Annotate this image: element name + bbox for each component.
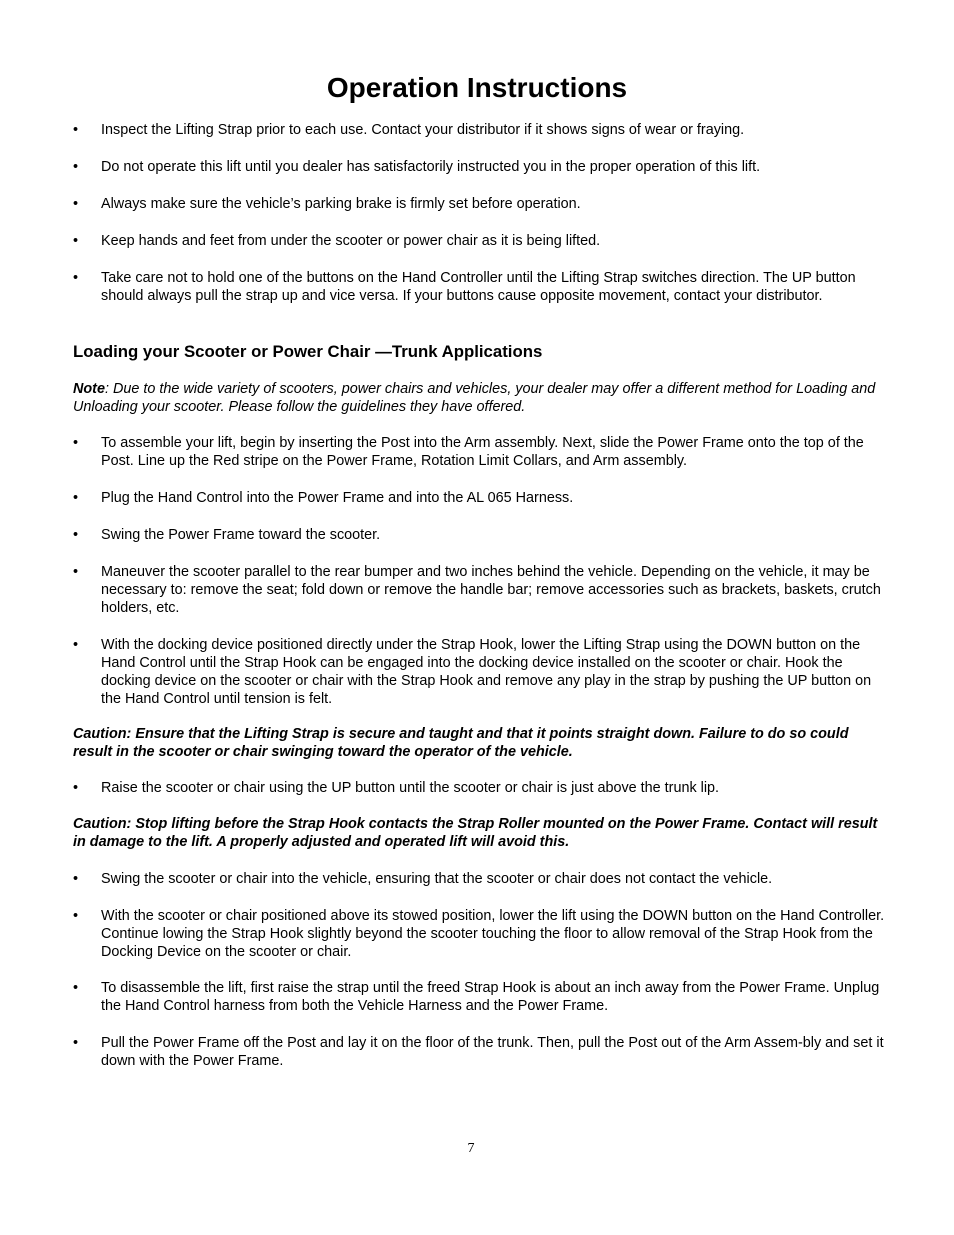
list-item-text: Raise the scooter or chair using the UP button until the scooter or chair is just above the trunk lip.: [101, 780, 720, 796]
section-heading: Loading your Scooter or Power Chair —Trunk Applications: [73, 342, 543, 361]
list-item-text: Swing the Power Frame toward the scooter.: [101, 527, 381, 543]
list-item-text: Take care not to hold one of the buttons on the Hand Controller until the Lifting Strap switches direction. The UP button should always pull the strap up and vice versa. If your buttons cause opposite movement, contact your distributor.: [101, 270, 856, 304]
list-item-text: Always make sure the vehicle’s parking brake is firmly set before operation.: [101, 196, 581, 212]
bullet-marker: •: [73, 564, 79, 580]
bullet-marker: •: [73, 637, 79, 653]
bullet-marker: •: [73, 780, 79, 796]
list-item-text: Inspect the Lifting Strap prior to each use. Contact your distributor if it shows signs of wear or fraying.: [101, 122, 745, 138]
caution-paragraph: Caution: Stop lifting before the Strap Hook contacts the Strap Roller mounted on the Power Frame. Contact will result in damage to the lift. A properly adjusted and operated lift will avoid this.: [73, 816, 878, 850]
page-number: 7: [467, 1141, 475, 1156]
bullet-marker: •: [73, 196, 79, 212]
list-item-text: With the docking device positioned directly under the Strap Hook, lower the Lifting Strap using the DOWN button on the Hand Control until the Strap Hook can be engaged into the docking device installed on the scooter or chair. Hook the docking device on the scooter or chair with the Strap Hook and remove any play in the strap by pushing the UP button on the Hand Control until tension is felt.: [101, 637, 872, 707]
bullet-marker: •: [73, 871, 79, 887]
bullet-marker: •: [73, 233, 79, 249]
list-item-text: Do not operate this lift until you dealer has satisfactorily instructed you in the proper operation of this lift.: [101, 159, 761, 175]
list-item-text: To disassemble the lift, first raise the strap until the freed Strap Hook is about an inch away from the Power Frame. Unplug the Hand Control harness from both the Vehicle Harness and the Power Frame.: [101, 980, 880, 1014]
note-label: Note: [73, 381, 105, 397]
page-title: Operation Instructions: [326, 72, 628, 103]
bullet-marker: •: [73, 980, 79, 996]
list-item-text: Keep hands and feet from under the scooter or power chair as it is being lifted.: [101, 233, 601, 249]
bullet-marker: •: [73, 270, 79, 286]
list-item-text: Pull the Power Frame off the Post and lay it on the floor of the trunk. Then, pull the Post out of the Arm Assem-bly and set it down with the Power Frame.: [101, 1035, 884, 1069]
list-item-text: Swing the scooter or chair into the vehicle, ensuring that the scooter or chair does not contact the vehicle.: [101, 871, 773, 887]
list-item-text: Plug the Hand Control into the Power Frame and into the AL 065 Harness.: [101, 490, 574, 506]
bullet-marker: •: [73, 122, 79, 138]
bullet-marker: •: [73, 908, 79, 924]
list-item-text: To assemble your lift, begin by inserting the Post into the Arm assembly. Next, slide the Power Frame onto the top of the Post. Line up the Red stripe on the Power Frame, Rotation Limit Collars, and Arm assembly.: [101, 435, 864, 469]
note-paragraph: [73, 380, 885, 416]
list-item-text: With the scooter or chair positioned above its stowed position, lower the lift using the DOWN button on the Hand Controller. Continue lowing the Strap Hook slightly beyond the scooter touching the floor to allow removal of the Strap Hook from the Docking Device on the scooter or chair.: [101, 908, 885, 960]
bullet-marker: •: [73, 435, 79, 451]
list-item-text: Maneuver the scooter parallel to the rear bumper and two inches behind the vehicle. Depending on the vehicle, it may be necessary to: remove the seat; fold down or remove the handle bar; remove accessories such as brackets, baskets, crutch holders, etc.: [101, 564, 881, 616]
caution-paragraph: Caution: Ensure that the Lifting Strap is secure and taught and that it points straight down. Failure to do so could result in the scooter or chair swinging toward the operator of the vehicle.: [73, 726, 849, 760]
bullet-marker: •: [73, 490, 79, 506]
note-text: : Due to the wide variety of scooters, power chairs and vehicles, your dealer may offer a different method for Loading and Unloading your scooter. Please follow the guidelines they have offered.: [73, 381, 876, 415]
bullet-marker: •: [73, 159, 79, 175]
bullet-marker: •: [73, 1035, 79, 1051]
bullet-marker: •: [73, 527, 79, 543]
